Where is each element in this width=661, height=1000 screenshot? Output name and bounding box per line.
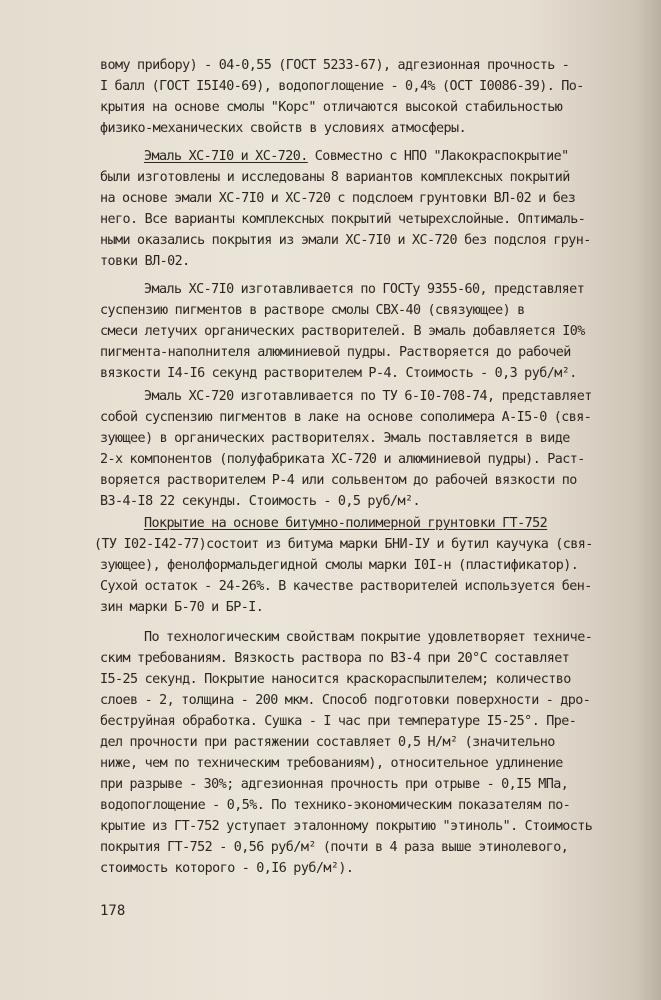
text-line: воряется растворителем Р-4 или сольвентом до рабочей вязкости по [100,473,577,488]
text-line: при разрыве - 30%; адгезионная прочность при отрыве - 0,I5 МПа, [100,777,569,792]
text-line: Сухой остаток - 24-26%. В качестве растворителей используется бен- [100,579,592,594]
text-line: ВЗ-4-I8 22 секунды. Стоимость - 0,5 руб/м². [100,494,421,509]
text-line: крытия на основе смолы "Корс" отличаются высокой стабильностью [100,100,563,115]
text-line: I5-25 секунд. Покрытие наносится краскораспылителем; количество [100,672,571,687]
text-line: собой суспензию пигментов в лаке на основе сополимера А-I5-0 (свя- [100,410,592,425]
text-line: товки ВЛ-02. [100,254,190,269]
text-line: дел прочности при растяжении составляет 0,5 Н/м² (значительно [100,735,555,750]
paragraph-start-line: Эмаль ХС-720 изготавливается по ТУ 6-I0-708-74, представляет [144,389,592,404]
text-line: 2-х компонентов (полуфабриката ХС-720 и алюминиевой пудры). Раст- [100,452,585,467]
text-line: него. Все варианты комплексных покрытий четырехслойные. Оптималь- [100,212,586,227]
text-line: пигмента-наполнителя алюминиевой пудры. Растворяется до рабочей [100,345,571,360]
text-line: ским требованиям. Вязкость раствора по ВЗ-4 при 20°С составляет [100,651,570,666]
text-line: крытие из ГТ-752 уступает эталонному покрытию "этиноль". Стоимость [100,819,593,834]
paragraph-start-line: По технологическим свойствам покрытие удовлетворяет техниче- [144,630,593,645]
section-heading-emal: Эмаль ХС-7I0 и ХС-720. [144,149,308,164]
text-line: ниже, чем по техническим требованиям), относительное удлинение [100,756,563,771]
text-line: смеси летучих органических растворителей. В эмаль добавляется I0% [100,324,585,339]
text-line: вому прибору) - 04-0,55 (ГОСТ 5233-67), адгезионная прочность - [100,58,570,73]
text-line: на основе эмали ХС-7I0 и ХС-720 с подслоем грунтовки ВЛ-02 и без [100,191,576,206]
section-heading-gt752: Покрытие на основе битумно-полимерной грунтовки ГТ-752 [144,516,548,531]
text-line: водопоглощение - 0,5%. По технико-экономическим показателям по- [100,798,571,813]
paragraph-start-line [144,147,569,167]
text-line: физико-механических свойств в условиях атмосферы. [100,121,467,136]
heading-rest: Совместно с НПО "Лакокраспокрытие" [307,149,569,164]
text-line: слоев - 2, толщина - 200 мкм. Способ подготовки поверхности - дро- [100,693,591,708]
text-line: зующее) в органических растворителях. Эмаль поставляется в виде [100,431,570,446]
text-line: зующее), фенолформальдегидной смолы марки I0I-н (пластификатор). [100,558,579,573]
text-line: покрытия ГТ-752 - 0,56 руб/м² (почти в 4 раза выше этинолевого, [100,840,569,855]
text-line: стоимость которого - 0,I6 руб/м²). [100,861,354,876]
text-line: беструйная обработка. Сушка - I час при температуре I5-25°. Пре- [100,714,577,729]
text-line: вязкости I4-I6 секунд растворителем Р-4. Стоимость - 0,3 руб/м². [100,366,577,381]
text-line: суспензию пигментов в растворе смолы СВХ-40 (связующее) в [100,303,525,318]
text-line: I балл (ГОСТ I5I40-69), водопоглощение - 0,4% (ОСТ I0086-39). По- [100,79,584,94]
text-line: (ТУ I02-I42-77)состоит из битума марки БНИ-IУ и бутил каучука (свя- [94,537,593,552]
page-number: 178 [100,903,126,919]
paragraph-start-line: Эмаль ХС-7I0 изготавливается по ГОСТу 9355-60, представляет [144,282,585,297]
text-line: зин марки Б-70 и БР-I. [100,600,264,615]
text-line: были изготовлены и исследованы 8 вариантов комплексных покрытий [100,170,570,185]
text-line: ными оказались покрытия из эмали ХС-7I0 и ХС-720 без подслоя грун- [100,233,591,248]
